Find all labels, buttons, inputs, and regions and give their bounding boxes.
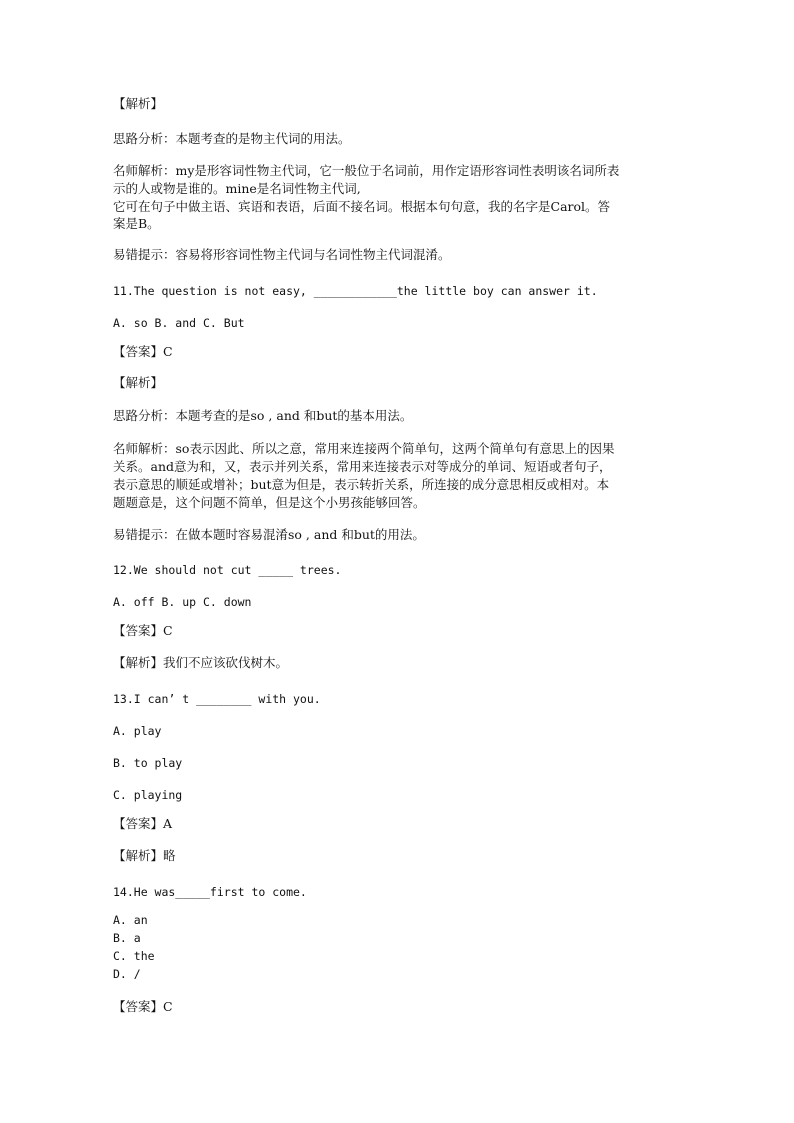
answer-11: 【答案】C bbox=[113, 344, 173, 359]
question-11-options: A. so B. and C. But bbox=[113, 316, 245, 330]
paragraph-teacher-analysis-line: 示的人或物是谁的。mine是名词性物主代词, bbox=[113, 181, 361, 196]
question-14-option-b: B. a bbox=[113, 931, 141, 945]
answer-14: 【答案】C bbox=[113, 999, 173, 1014]
question-12: 12.We should not cut _____ trees. bbox=[113, 563, 342, 577]
paragraph-error-tip: 易错提示：容易将形容词性物主代词与名词性物主代词混淆。 bbox=[113, 247, 451, 262]
question-14-option-d: D. / bbox=[113, 967, 141, 981]
question-14-option-c: C. the bbox=[113, 949, 155, 963]
paragraph-teacher-analysis-line: 案是B。 bbox=[113, 216, 160, 231]
section-heading-analysis: 【解析】 bbox=[113, 375, 164, 390]
paragraph-teacher-analysis-line: 名师解析：my是形容词性物主代词，它一般位于名词前，用作定语形容词性表明该名词所表 bbox=[113, 163, 620, 178]
paragraph-idea-analysis: 思路分析：本题考查的是so , and 和but的基本用法。 bbox=[113, 408, 413, 423]
question-14: 14.He was_____first to come. bbox=[113, 885, 307, 899]
paragraph-teacher-analysis-line: 表示意思的顺延或增补；but意为但是，表示转折关系，所连接的成分意思相反或相对。本 bbox=[113, 477, 610, 492]
question-13-option-b: B. to play bbox=[113, 756, 183, 770]
question-12-options: A. off B. up C. down bbox=[113, 595, 252, 609]
question-14-option-a: A. an bbox=[113, 913, 148, 927]
paragraph-error-tip: 易错提示：在做本题时容易混淆so , and 和but的用法。 bbox=[113, 527, 425, 542]
question-11: 11.The question is not easy, ____________the little boy can answer it. bbox=[113, 284, 598, 298]
paragraph-teacher-analysis-line: 题题意是，这个问题不简单，但是这个小男孩能够回答。 bbox=[113, 495, 426, 510]
paragraph-teacher-analysis-line: 关系。and意为和，又，表示并列关系，常用来连接表示对等成分的单词、短语或者句子， bbox=[113, 459, 612, 474]
answer-13: 【答案】A bbox=[113, 816, 173, 831]
paragraph-teacher-analysis-line: 它可在句子中做主语、宾语和表语，后面不接名词。根据本句句意，我的名字是Carol。答 bbox=[113, 199, 611, 214]
paragraph-teacher-analysis-line: 名师解析：so表示因此、所以之意，常用来连接两个简单句，这两个简单句有意思上的因果 bbox=[113, 441, 615, 456]
question-13-option-c: C. playing bbox=[113, 788, 183, 802]
analysis-13: 【解析】略 bbox=[113, 848, 176, 863]
answer-12: 【答案】C bbox=[113, 623, 173, 638]
question-13: 13.I can’ t ________ with you. bbox=[113, 692, 321, 706]
paragraph-idea-analysis: 思路分析：本题考查的是物主代词的用法。 bbox=[113, 131, 351, 146]
section-heading-analysis: 【解析】 bbox=[113, 96, 164, 111]
analysis-12: 【解析】我们不应该砍伐树木。 bbox=[113, 655, 289, 670]
question-13-option-a: A. play bbox=[113, 724, 162, 738]
